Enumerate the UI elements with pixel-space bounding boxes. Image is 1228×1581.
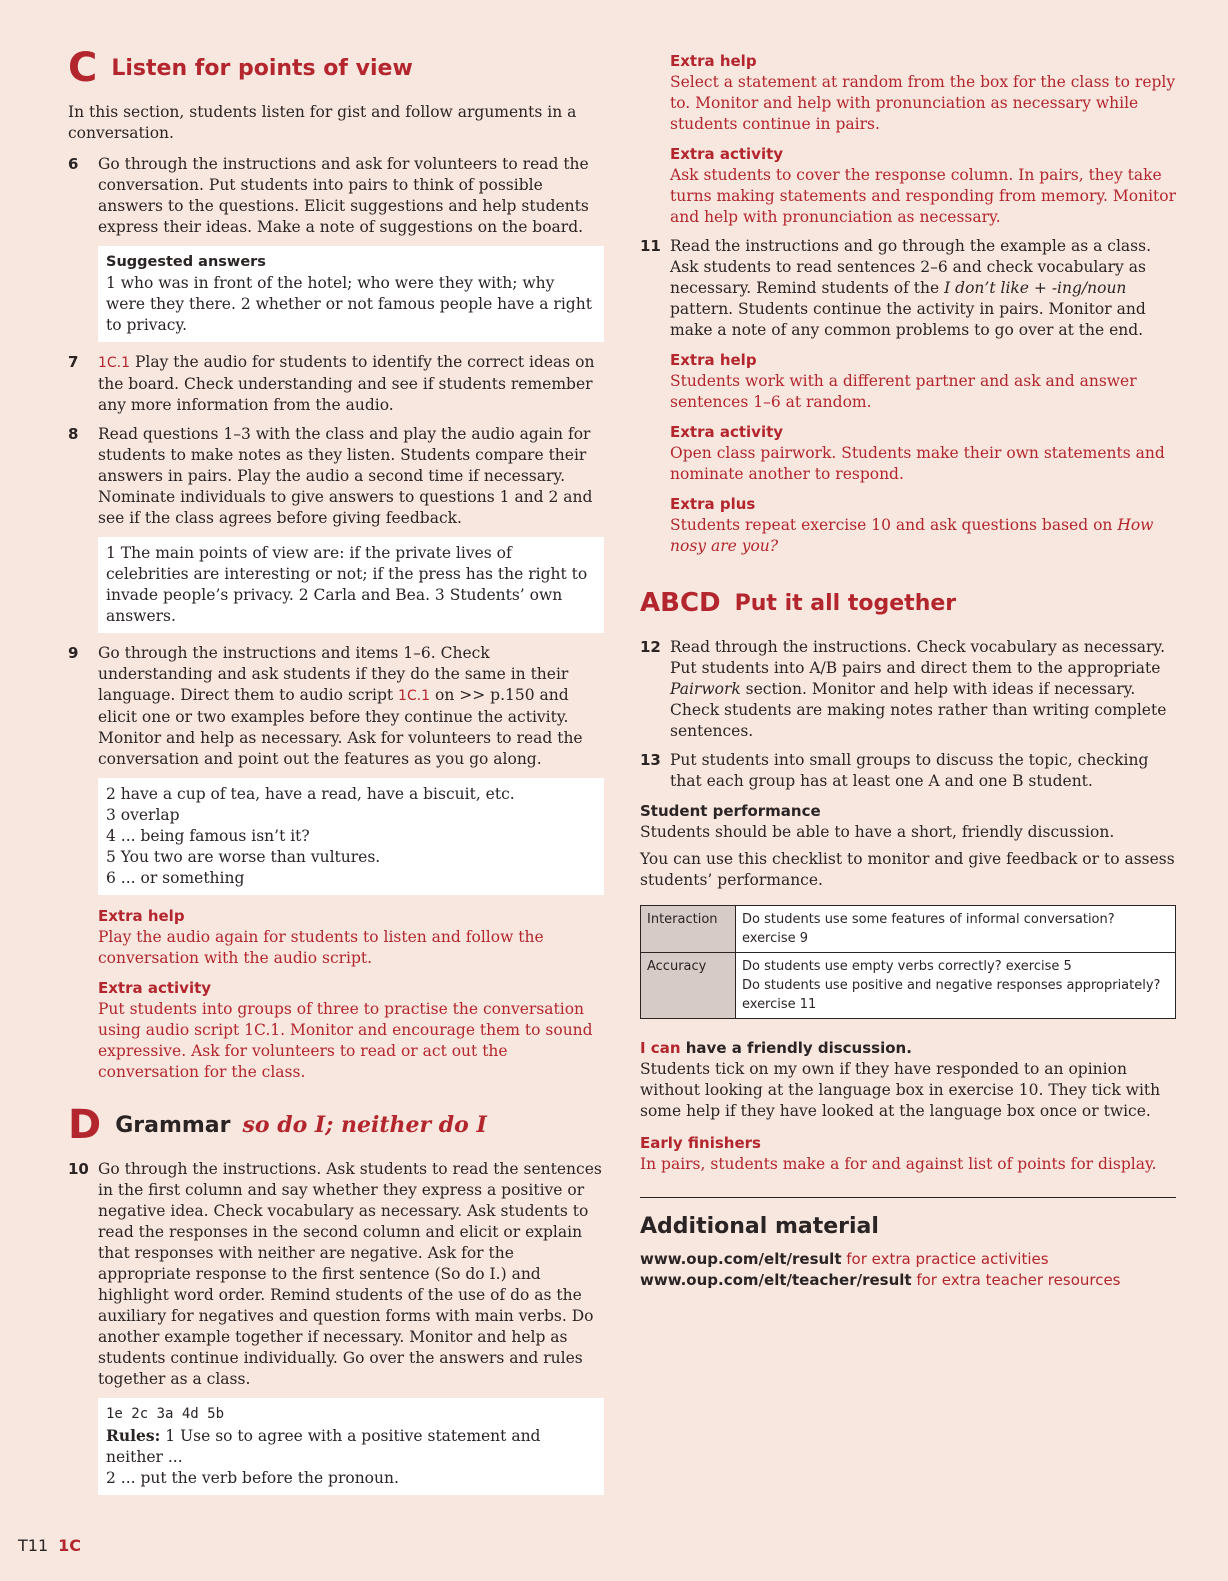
performance-text: Students should be able to have a short, friendly discussion. <box>640 823 1115 841</box>
extra-body: Put students into groups of three to practise the conversation using audio script 1C.1. Monitor and encourage them to sound expressive. Ask for volunteers to read or act out the conversation for the class. <box>98 1000 593 1081</box>
extra-help-11 <box>670 349 1180 413</box>
extra-heading: Extra activity <box>98 979 212 997</box>
section-letter: D <box>68 1102 102 1148</box>
answer-line: 4 ... being famous isn’t it? <box>106 827 310 845</box>
exercise-number: 7 <box>68 353 79 371</box>
exercise-text: 1C.1 Play the audio for students to identify the correct ideas on the board. Check understanding and see if students remember any more information from the audio. <box>98 353 595 414</box>
section-title: Grammar <box>115 1112 231 1138</box>
extra-activity-9 <box>98 977 604 1083</box>
extra-heading: Extra plus <box>670 495 756 513</box>
extra-heading: Extra activity <box>670 423 784 441</box>
exercise-7 <box>68 352 604 416</box>
exercise-number: 6 <box>68 155 79 173</box>
exercise-number: 12 <box>640 638 661 656</box>
checklist-label: Accuracy <box>641 953 736 1019</box>
exercise-number: 10 <box>68 1160 89 1178</box>
section-intro: In this section, students listen for gist and follow arguments in a conversation. <box>68 103 577 142</box>
divider <box>640 1197 1176 1198</box>
section-abcd-heading <box>640 583 1180 623</box>
section-title: Put it all together <box>734 590 957 616</box>
exercise-text: Read through the instructions. Check vocabulary as necessary. Put students into A/B pairs and direct them to the appropriate Pairwork section. Monitor and help with ideas if necessary. Check students are making notes rather than writing complete sentences. <box>670 638 1167 740</box>
ican-text: Students tick on my own if they have responded to an opinion without looking at the language box in exercise 10. They tick with some help if they have looked at the language box once or twice. <box>640 1060 1161 1120</box>
exercise-text: Put students into small groups to discuss the topic, checking that each group has at least one A and one B student. <box>670 751 1149 790</box>
exercise-text: Read questions 1–3 with the class and play the audio again for students to make notes as they listen. Students compare their answers in pairs. Play the audio a second time if necessary. Nominate individuals to give answers to questions 1 and 2 and see if the class agrees before giving feedback. <box>98 425 593 527</box>
audio-ref: 1C.1 <box>398 688 431 704</box>
page-number: T11 <box>18 1536 49 1555</box>
checklist-label: Interaction <box>641 906 736 953</box>
answer-line: 6 ... or something <box>106 869 245 887</box>
extra-body: Select a statement at random from the box for the class to reply to. Monitor and help with pronunciation as necessary while students continue in pairs. <box>670 73 1176 133</box>
answer-box-6 <box>98 246 604 342</box>
additional-heading: Additional material <box>640 1214 879 1239</box>
audio-ref: 1C.1 <box>98 355 131 371</box>
page-footer <box>18 1536 81 1555</box>
answer-label: Suggested answers <box>106 254 266 270</box>
resource-link[interactable]: www.oup.com/elt/teacher/result for extra teacher resources <box>640 1271 1121 1289</box>
checklist-row <box>641 953 1176 1019</box>
section-letter: ABCD <box>640 588 721 618</box>
section-subtitle: so do I; neither do I <box>242 1112 487 1138</box>
answer-line: 2 have a cup of tea, have a read, have a biscuit, etc. <box>106 785 515 803</box>
answer-rule-2: 2 ... put the verb before the pronoun. <box>106 1469 399 1487</box>
exercise-12 <box>640 637 1180 742</box>
extra-body: Students repeat exercise 10 and ask questions based on How nosy are you? <box>670 516 1154 555</box>
extra-plus <box>670 493 1180 557</box>
extra-body: Play the audio again for students to listen and follow the conversation with the audio script. <box>98 928 544 967</box>
unit-label: 1C <box>58 1536 82 1555</box>
checklist-table <box>640 905 1176 1019</box>
answer-box-8: 1 The main points of view are: if the private lives of celebrities are interesting or not; if the press has the right to invade people’s privacy. 2 Carla and Bea. 3 Students’ own answers. <box>98 537 604 633</box>
performance-text: You can use this checklist to monitor and give feedback or to assess students’ performance. <box>640 850 1175 889</box>
exercise-9 <box>68 643 604 770</box>
exercise-6 <box>68 154 604 238</box>
answer-text: 1 who was in front of the hotel; who were they with; why were they there. 2 whether or not famous people have a right to privacy. <box>106 274 592 334</box>
section-c-heading <box>68 45 604 91</box>
exercise-10 <box>68 1159 604 1390</box>
exercise-text: Go through the instructions and ask for volunteers to read the conversation. Put students into pairs to think of possible answers to the questions. Elicit suggestions and help students express their ideas. Make a note of suggestions on the board. <box>98 155 589 236</box>
extra-heading: Extra activity <box>670 145 784 163</box>
exercise-number: 11 <box>640 237 661 255</box>
answer-line: 5 You two are worse than vultures. <box>106 848 381 866</box>
exercise-text: Read the instructions and go through the example as a class. Ask students to read sentences 2–6 and check vocabulary as necessary. Remind students of the I don’t like + -ing/noun pattern. Students continue the activity in pairs. Monitor and make a note of any common problems to go over at the end. <box>670 237 1151 339</box>
exercise-number: 8 <box>68 425 79 443</box>
extra-heading: Extra help <box>670 52 757 70</box>
exercise-number: 13 <box>640 751 661 769</box>
ican-heading: I can have a friendly discussion. <box>640 1039 912 1057</box>
section-letter: C <box>68 45 98 91</box>
exercise-8 <box>68 424 604 529</box>
extra-activity-10 <box>670 143 1180 228</box>
resource-link[interactable]: www.oup.com/elt/result for extra practice activities <box>640 1250 1049 1268</box>
exercise-text: Go through the instructions. Ask students to read the sentences in the first column and say whether they express a positive or negative idea. Check vocabulary as necessary. Ask students to read the responses in the second column and elicit or explain that responses with neither are negative. Ask for the appropriate response to the first sentence (So do I.) and highlight word order. Remind students of the use of do as the auxiliary for negatives and question forms with main verbs. Do another example together if necessary. Monitor and help as students continue individually. Go over the answers and rules together as a class. <box>98 1160 602 1388</box>
exercise-13 <box>640 750 1180 792</box>
extra-body: Ask students to cover the response column. In pairs, they take turns making statements and responding from memory. Monitor and help with pronunciation as necessary. <box>670 166 1177 226</box>
extra-heading: Extra help <box>98 907 185 925</box>
answer-line: 3 overlap <box>106 806 180 824</box>
performance-heading: Student performance <box>640 802 821 820</box>
extra-heading: Extra help <box>670 351 757 369</box>
answer-box-9 <box>98 778 604 895</box>
extra-help-9 <box>98 905 604 969</box>
section-d-heading <box>68 1102 604 1148</box>
extra-body: Students work with a different partner and ask and answer sentences 1–6 at random. <box>670 372 1137 411</box>
extra-body: Open class pairwork. Students make their own statements and nominate another to respond. <box>670 444 1165 483</box>
exercise-11 <box>640 236 1180 341</box>
extra-activity-11 <box>670 421 1180 485</box>
exercise-number: 9 <box>68 644 79 662</box>
left-column <box>68 40 604 1505</box>
extra-help-10 <box>670 50 1180 135</box>
early-finishers-heading: Early finishers <box>640 1134 761 1152</box>
answer-rules: Rules: 1 Use so to agree with a positive statement and neither ... <box>106 1426 541 1466</box>
checklist-row <box>641 906 1176 953</box>
checklist-value: Do students use empty verbs correctly? exercise 5 Do students use positive and negative responses appropriately? exercise 11 <box>736 953 1176 1019</box>
answer-keys: 1e 2c 3a 4d 5b <box>106 1406 225 1422</box>
right-column <box>640 50 1180 1291</box>
exercise-text: Go through the instructions and items 1–6. Check understanding and ask students if they do the same in their language. Direct them to audio script 1C.1 on >> p.150 and elicit one or two examples before they continue the activity. Monitor and help as necessary. Ask for volunteers to read the conversation and point out the features as you go along. <box>98 644 583 768</box>
checklist-value: Do students use some features of informal conversation? exercise 9 <box>736 906 1176 953</box>
answer-box-10 <box>98 1398 604 1495</box>
early-finishers-text: In pairs, students make a for and against list of points for display. <box>640 1155 1157 1173</box>
section-title: Listen for points of view <box>111 55 413 81</box>
